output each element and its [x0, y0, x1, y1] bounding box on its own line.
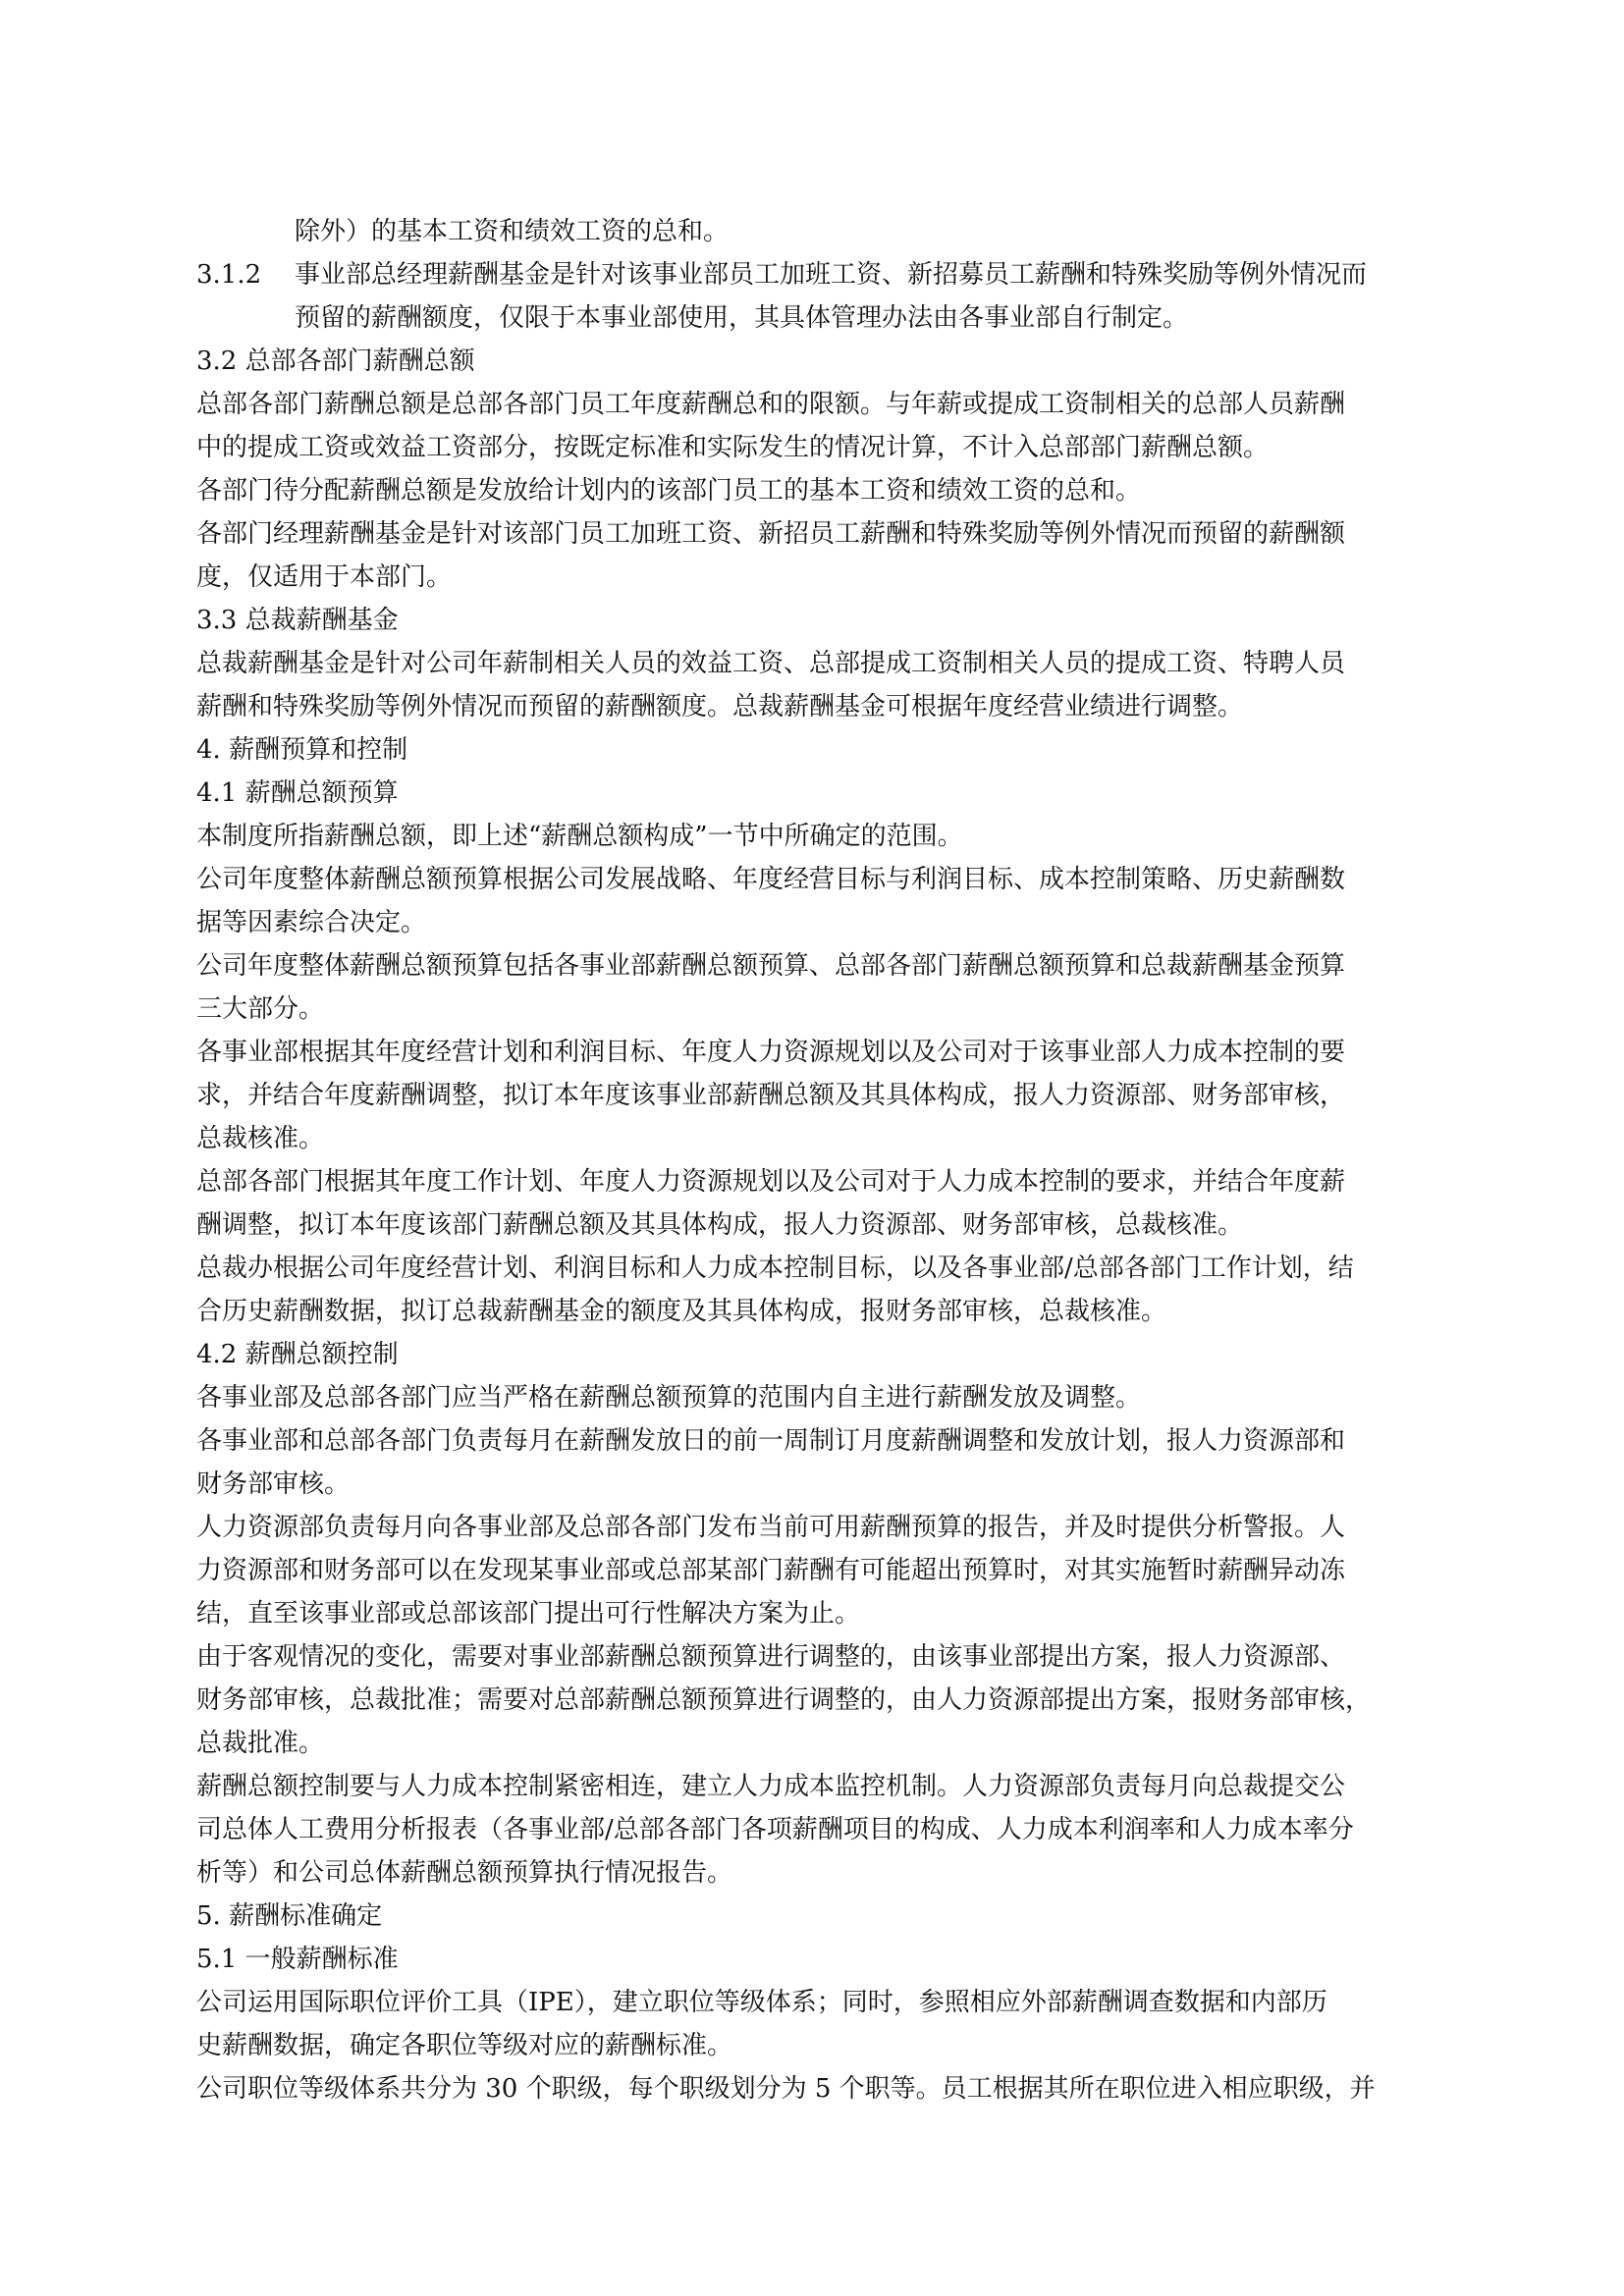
paragraph-line: 财务部审核，总裁批准；需要对总部薪酬总额预算进行调整的，由人力资源部提出方案，报财务部审核，	[196, 1685, 1372, 1715]
paragraph-line: 薪酬总额控制要与人力成本控制紧密相连，建立人力成本监控机制。人力资源部负责每月向总裁提交公	[196, 1772, 1346, 1801]
paragraph-line: 度，仅适用于本部门。	[196, 562, 453, 592]
paragraph-line: 薪酬和特殊奖励等例外情况而预留的薪酬额度。总裁薪酬基金可根据年度经营业绩进行调整。	[196, 692, 1244, 721]
paragraph-line: 中的提成工资或效益工资部分，按既定标准和实际发生的情况计算，不计入总部部门薪酬总额。	[196, 433, 1270, 462]
paragraph-line: 由于客观情况的变化，需要对事业部薪酬总额预算进行调整的，由该事业部提出方案，报人力资源部、	[196, 1642, 1346, 1672]
paragraph	[196, 1765, 1532, 1895]
paragraph-line: 力资源部和财务部可以在发现某事业部或总部某部门薪酬有可能超出预算时，对其实施暂时薪酬异动冻	[196, 1556, 1346, 1585]
paragraph-line: 结，直至该事业部或总部该部门提出可行性解决方案为止。	[196, 1599, 861, 1629]
paragraph-line: 公司运用国际职位评价工具（IPE），建立职位等级体系；同时，参照相应外部薪酬调查数据和内部历	[196, 1988, 1327, 2017]
paragraph	[196, 858, 1532, 944]
paragraph	[196, 815, 1532, 858]
paragraph-line: 求，并结合年度薪酬调整，拟订本年度该事业部薪酬总额及其具体构成，报人力资源部、财务部审核，	[196, 1081, 1346, 1110]
paragraph	[196, 1376, 1532, 1419]
section-heading-4: 4. 薪酬预算和控制	[196, 735, 408, 765]
section-heading-4-1: 4.1 薪酬总额预算	[196, 778, 399, 808]
paragraph-line: 据等因素综合决定。	[196, 908, 427, 937]
paragraph-line: 司总体人工费用分析报表（各事业部/总部各部门各项薪酬项目的构成、人力成本利润率和人力成本率分	[196, 1815, 1354, 1844]
document-body	[196, 210, 1532, 2110]
section-heading-5: 5. 薪酬标准确定	[196, 1901, 383, 1931]
paragraph-line: 史薪酬数据，确定各职位等级对应的薪酬标准。	[196, 2031, 733, 2060]
paragraph-line: 各部门经理薪酬基金是针对该部门员工加班工资、新招员工薪酬和特殊奖励等例外情况而预留的薪酬额	[196, 519, 1346, 549]
paragraph-line: 总裁办根据公司年度经营计划、利润目标和人力成本控制目标，以及各事业部/总部各部门工作计划，结	[196, 1254, 1354, 1283]
paragraph-line: 总裁核准。	[196, 1124, 325, 1153]
item-text-line: 预留的薪酬额度，仅限于本事业部使用，其具体管理办法由各事业部自行制定。	[295, 303, 1189, 333]
paragraph	[196, 1981, 1532, 2067]
section-heading-5-1: 5.1 一般薪酬标准	[196, 1945, 399, 1974]
paragraph-line: 各事业部和总部各部门负责每月在薪酬发放日的前一周制订月度薪酬调整和发放计划，报人力资源部和	[196, 1426, 1346, 1456]
paragraph-line: 财务部审核。	[196, 1469, 351, 1499]
paragraph	[196, 1031, 1532, 1160]
paragraph-line: 总裁薪酬基金是针对公司年薪制相关人员的效益工资、总部提成工资制相关人员的提成工资、特聘人员	[196, 649, 1346, 678]
paragraph	[196, 1247, 1532, 1333]
paragraph-line: 总部各部门根据其年度工作计划、年度人力资源规划以及公司对于人力成本控制的要求，并结合年度薪	[196, 1167, 1346, 1197]
paragraph-line: 本制度所指薪酬总额，即上述“薪酬总额构成”一节中所确定的范围。	[196, 822, 963, 851]
section-heading-3-2: 3.2 总部各部门薪酬总额	[196, 347, 475, 376]
paragraph	[196, 944, 1532, 1031]
paragraph	[196, 642, 1532, 728]
paragraph-line: 总裁批准。	[196, 1729, 325, 1758]
paragraph	[196, 512, 1532, 599]
paragraph	[196, 1635, 1532, 1765]
paragraph-line: 公司年度整体薪酬总额预算根据公司发展战略、年度经营目标与利润目标、成本控制策略、历史薪酬数	[196, 865, 1346, 894]
paragraph-line: 人力资源部负责每月向各事业部及总部各部门发布当前可用薪酬预算的报告，并及时提供分析警报。人	[196, 1513, 1346, 1542]
paragraph-line: 合历史薪酬数据，拟订总裁薪酬基金的额度及其具体构成，报财务部审核，总裁核准。	[196, 1297, 1167, 1326]
paragraph-line: 公司职位等级体系共分为 30 个职级，每个职级划分为 5 个职等。员工根据其所在职位进入相应职级，并	[196, 2074, 1376, 2104]
section-heading-3-3: 3.3 总裁薪酬基金	[196, 606, 399, 635]
paragraph-line: 各事业部根据其年度经营计划和利润目标、年度人力资源规划以及公司对于该事业部人力成本控制的要	[196, 1038, 1346, 1067]
paragraph	[196, 1506, 1532, 1635]
paragraph	[196, 1419, 1532, 1506]
paragraph-line: 酬调整，拟订本年度该部门薪酬总额及其具体构成，报人力资源部、财务部审核，总裁核准。	[196, 1210, 1244, 1240]
paragraph	[196, 469, 1532, 512]
paragraph	[196, 383, 1532, 469]
item-3-1-2	[196, 253, 1532, 340]
paragraph-line: 三大部分。	[196, 994, 325, 1024]
item-text-line: 事业部总经理薪酬基金是针对该事业部员工加班工资、新招募员工薪酬和特殊奖励等例外情况而	[295, 260, 1368, 290]
paragraph-line: 公司年度整体薪酬总额预算包括各事业部薪酬总额预算、总部各部门薪酬总额预算和总裁薪酬基金预算	[196, 951, 1346, 981]
continuation-line: 除外）的基本工资和绩效工资的总和。	[295, 217, 730, 246]
paragraph	[196, 2067, 1532, 2110]
paragraph-line: 各事业部及总部各部门应当严格在薪酬总额预算的范围内自主进行薪酬发放及调整。	[196, 1383, 1142, 1413]
section-heading-4-2: 4.2 薪酬总额控制	[196, 1340, 399, 1369]
item-number: 3.1.2	[196, 260, 262, 290]
paragraph-line: 各部门待分配薪酬总额是发放给计划内的该部门员工的基本工资和绩效工资的总和。	[196, 476, 1142, 506]
paragraph	[196, 1160, 1532, 1247]
paragraph-line: 总部各部门薪酬总额是总部各部门员工年度薪酬总和的限额。与年薪或提成工资制相关的总部人员薪酬	[196, 390, 1346, 419]
paragraph-line: 析等）和公司总体薪酬总额预算执行情况报告。	[196, 1858, 733, 1888]
